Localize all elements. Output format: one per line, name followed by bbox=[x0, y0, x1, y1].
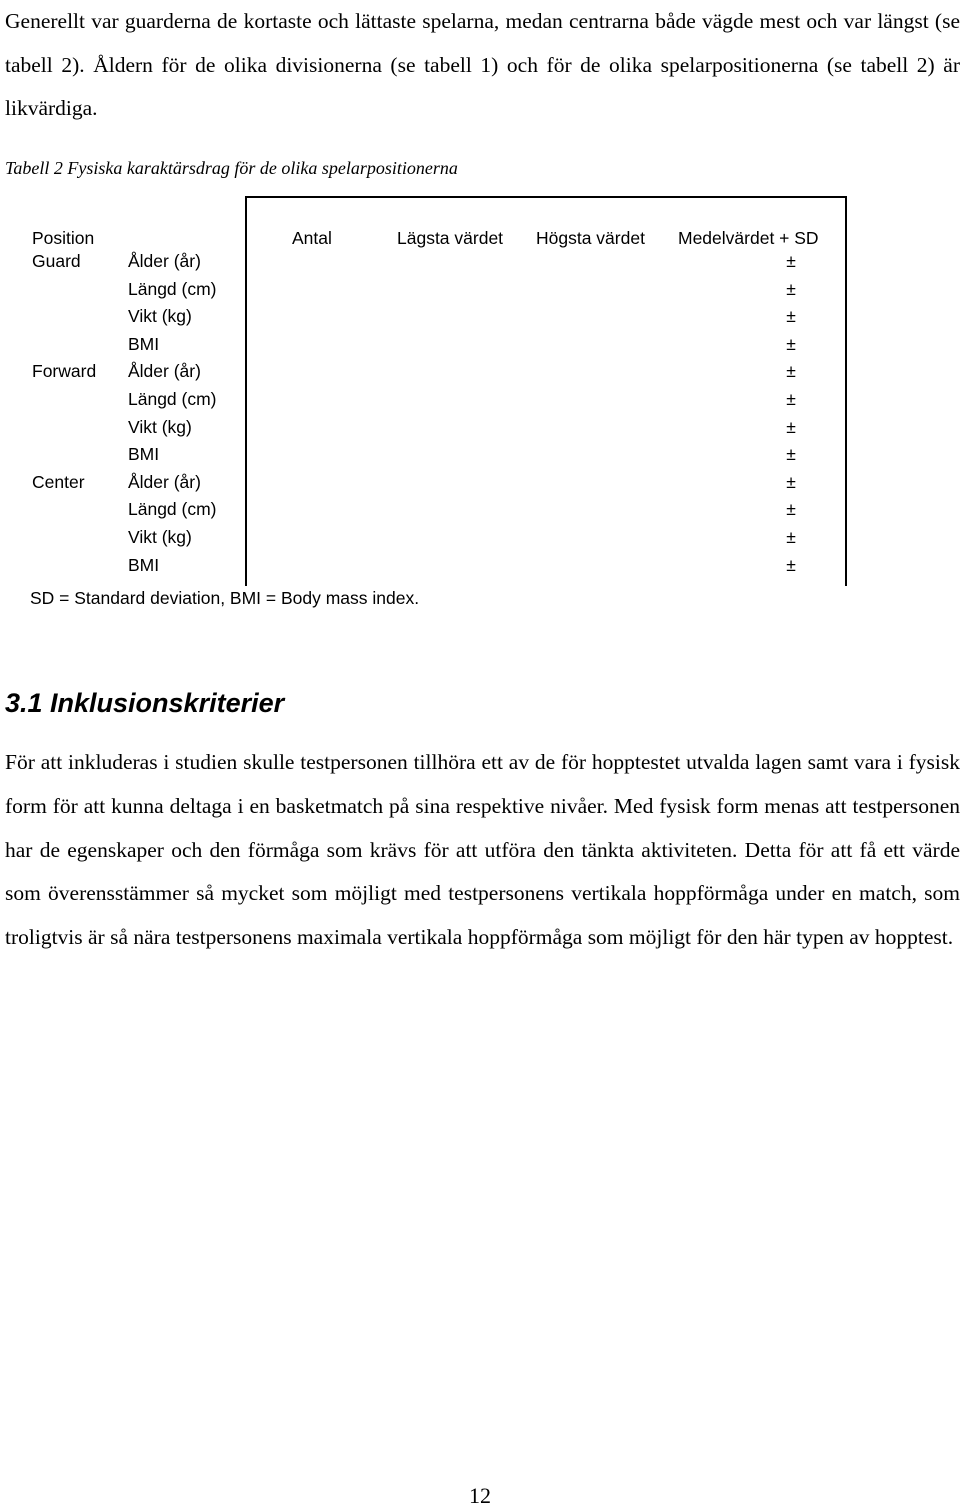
row-measure: Längd (cm) bbox=[128, 278, 217, 299]
table-left-rule bbox=[245, 196, 247, 586]
header-antal: Antal bbox=[292, 228, 332, 248]
table-right-rule bbox=[845, 196, 847, 586]
header-lowest: Lägsta värdet bbox=[397, 228, 504, 248]
row-measure: Ålder (år) bbox=[128, 471, 201, 492]
row-plus-minus: ± bbox=[786, 251, 796, 271]
row-measure: Ålder (år) bbox=[128, 251, 201, 271]
row-measure: Längd (cm) bbox=[128, 389, 217, 409]
row-position: Forward bbox=[32, 361, 97, 382]
row-measure: BMI bbox=[128, 333, 160, 354]
row-measure: Ålder (år) bbox=[128, 361, 201, 382]
table-footnote: SD = Standard deviation, BMI = Body mass index. bbox=[30, 588, 420, 608]
row-plus-minus: ± bbox=[786, 389, 796, 409]
row-plus-minus: ± bbox=[786, 444, 796, 465]
row-measure: Vikt (kg) bbox=[128, 416, 192, 437]
row-position: Center bbox=[32, 471, 85, 492]
row-plus-minus: ± bbox=[786, 416, 796, 437]
row-plus-minus: ± bbox=[786, 499, 796, 520]
row-measure: Vikt (kg) bbox=[128, 306, 192, 327]
table-caption: Tabell 2 Fysiska karaktärsdrag för de olika spelarpositionerna bbox=[5, 158, 458, 178]
row-plus-minus: ± bbox=[786, 333, 796, 354]
page-number: 12 bbox=[469, 1483, 491, 1508]
row-measure: Vikt (kg) bbox=[128, 527, 192, 547]
intro-paragraph: Generellt var guarderna de kortaste och lättaste spelarna, medan centrarna både vägde mest och var längst (se tabell 2). Åldern för de olika divisionerna (se tabell 1) och för de olika spelarpositionerna (se tabell 2) är likvärdiga. bbox=[5, 9, 960, 120]
row-measure: Längd (cm) bbox=[128, 499, 217, 520]
header-mean-sd: Medelvärdet + SD bbox=[678, 228, 819, 248]
row-plus-minus: ± bbox=[786, 278, 796, 299]
row-position: Guard bbox=[32, 251, 81, 271]
table-top-rule bbox=[245, 196, 847, 198]
header-highest: Högsta värdet bbox=[536, 228, 645, 248]
row-measure: BMI bbox=[128, 554, 160, 575]
section-paragraph: För att inkluderas i studien skulle testpersonen tillhöra ett av de för hopptestet utvalda lagen samt vara i fysisk form för att kunna deltaga i en basketmatch på sina respektive nivåer. Med fysisk form menas att testpersonen har de egenskaper och den förmåga som krävs för att utföra den tänkta aktiviteten. Detta för att få ett värde som överensstämmer så mycket som möjligt med testpersonens vertikala hoppförmåga under en match, som troligtvis är så nära testpersonens maximala vertikala hoppförmåga som möjligt för den här typen av hopptest. bbox=[5, 750, 960, 950]
row-plus-minus: ± bbox=[786, 471, 796, 492]
section-heading: 3.1 Inklusionskriterier bbox=[5, 688, 285, 718]
row-plus-minus: ± bbox=[786, 554, 796, 575]
row-plus-minus: ± bbox=[786, 306, 796, 327]
header-position: Position bbox=[32, 228, 95, 248]
row-measure: BMI bbox=[128, 444, 160, 465]
row-plus-minus: ± bbox=[786, 527, 796, 547]
row-plus-minus: ± bbox=[786, 361, 796, 382]
